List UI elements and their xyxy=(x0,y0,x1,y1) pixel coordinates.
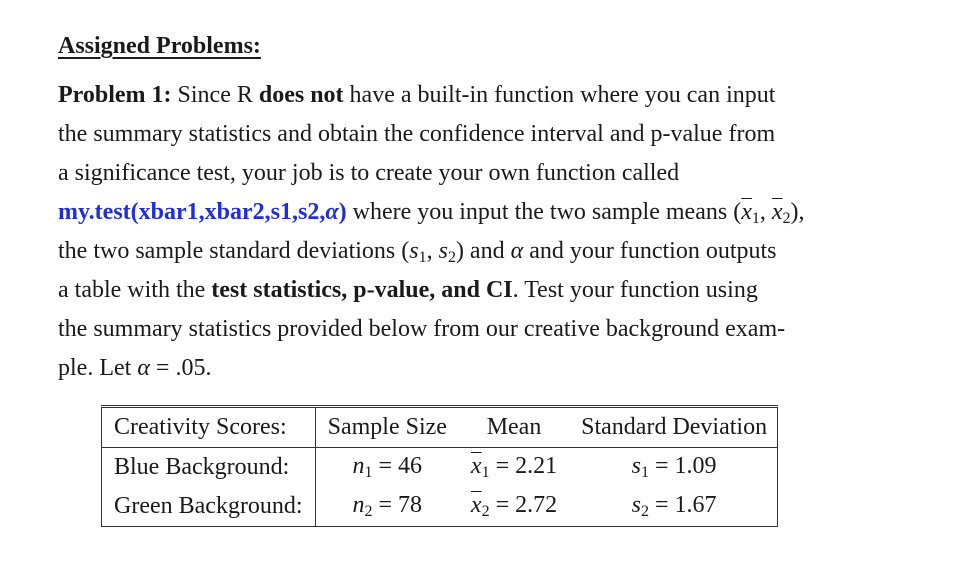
summary-table-wrapper xyxy=(101,405,778,527)
problem-text: ) and xyxy=(455,238,511,264)
problem-text: have a built-in function where you can input xyxy=(343,82,776,108)
sample-size-cell: $n_2 = 78$ xyxy=(352,492,423,520)
problem-paragraph xyxy=(58,76,938,388)
xbar1-symbol: $\overline{x}_1$ xyxy=(741,199,760,227)
table-row xyxy=(102,487,778,527)
alpha-symbol: α xyxy=(137,355,150,381)
s1-symbol: $s_1$ xyxy=(409,238,427,266)
xbar2-symbol: $\overline{x}_2$ xyxy=(771,199,791,227)
problem-text: Since R xyxy=(171,82,259,108)
emphasis-outputs: test statistics, p-value, and CI xyxy=(211,277,513,303)
header-mean: Mean xyxy=(459,407,569,448)
row-label: Green Background: xyxy=(102,487,316,527)
s2-symbol: $s_2$ xyxy=(438,238,456,266)
problem-text: where you input the two sample means ( xyxy=(346,199,742,225)
problem-line-7: the summary statistics provided below from our creative background exam- xyxy=(58,316,786,342)
header-creativity-scores: Creativity Scores: xyxy=(102,407,316,448)
sd-cell: $s_1 = 1.09$ xyxy=(631,453,717,481)
alpha-value: = .05. xyxy=(149,355,212,381)
mean-cell: $\overline{x}_2 = 2.72$ xyxy=(470,492,558,520)
problem-line-1 xyxy=(58,76,938,115)
document xyxy=(58,30,938,388)
table-row xyxy=(102,448,778,488)
problem-line-6 xyxy=(58,271,938,310)
problem-text: ple. Let xyxy=(58,355,138,381)
problem-text: . Test your function using xyxy=(512,277,758,303)
problem-label: Problem 1: xyxy=(58,82,172,108)
function-close-paren: ) xyxy=(338,199,347,225)
row-label: Blue Background: xyxy=(102,448,316,488)
summary-statistics-table xyxy=(101,405,778,527)
function-signature xyxy=(58,199,347,225)
problem-text: a table with the xyxy=(58,277,212,303)
table-header-row xyxy=(102,407,778,448)
problem-line-3: a significance test, your job is to create your own function called xyxy=(58,160,680,186)
alpha-symbol: α xyxy=(510,238,524,264)
problem-text: the two sample standard deviations ( xyxy=(58,238,410,264)
section-heading: Assigned Problems: xyxy=(58,33,261,59)
problem-line-5: the two sample standard deviations ($s_1$, $s_2$) and α and your function outputs xyxy=(58,238,777,266)
mean-cell: $\overline{x}_1 = 2.21$ xyxy=(470,453,558,481)
header-sample-size: Sample Size xyxy=(315,407,459,448)
function-alpha: α xyxy=(325,199,339,225)
header-standard-deviation: Standard Deviation xyxy=(569,407,777,448)
problem-line-4: my.test(xbar1,xbar2,s1,s2,α) where you input the two sample means ($\overline{x}_1$, $\overline{x}_2$), xyxy=(58,199,805,227)
sd-cell: $s_2 = 1.67$ xyxy=(631,492,717,520)
problem-line-2: the summary statistics and obtain the confidence interval and p-value from xyxy=(58,121,776,147)
problem-text: and your function outputs xyxy=(523,238,777,264)
sample-size-cell: $n_1 = 46$ xyxy=(352,453,423,481)
emphasis-does-not: does not xyxy=(258,82,344,108)
problem-line-8 xyxy=(58,349,938,388)
function-name: my.test(xbar1,xbar2,s1,s2, xyxy=(58,199,326,225)
